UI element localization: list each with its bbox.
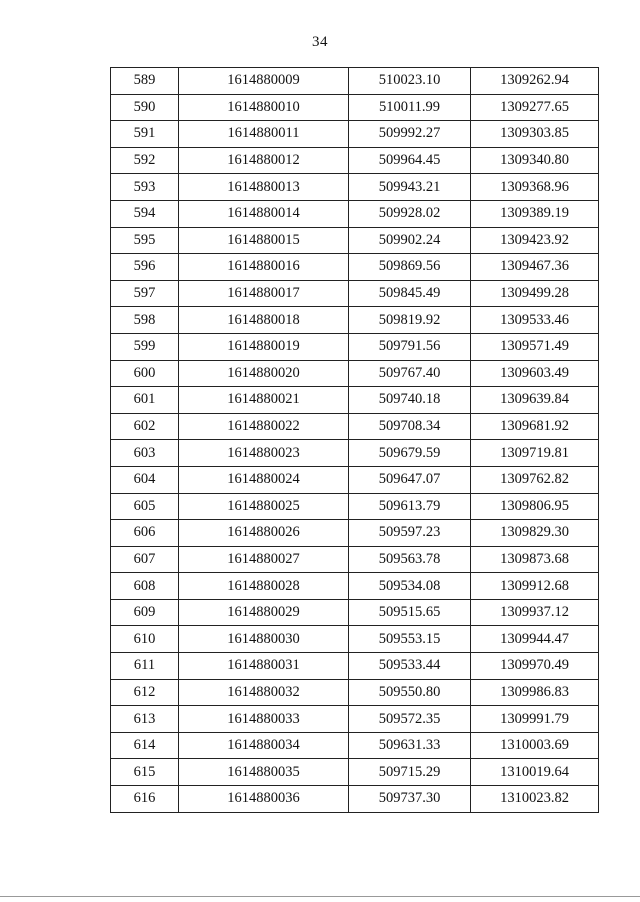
x-coordinate-cell: 510011.99 <box>349 94 471 121</box>
table-row <box>111 573 599 600</box>
table-row <box>111 732 599 759</box>
table-row <box>111 679 599 706</box>
table-row <box>111 360 599 387</box>
x-coordinate-cell: 509647.07 <box>349 466 471 493</box>
point-id-cell: 1614880018 <box>179 307 349 334</box>
point-number-cell: 603 <box>111 440 179 467</box>
point-id-cell: 1614880026 <box>179 520 349 547</box>
point-number-cell: 589 <box>111 68 179 95</box>
point-number-cell: 595 <box>111 227 179 254</box>
y-coordinate-cell: 1309937.12 <box>471 599 599 626</box>
y-coordinate-cell: 1309762.82 <box>471 466 599 493</box>
table-row <box>111 599 599 626</box>
table-row <box>111 333 599 360</box>
x-coordinate-cell: 509845.49 <box>349 280 471 307</box>
y-coordinate-cell: 1309389.19 <box>471 200 599 227</box>
point-number-cell: 606 <box>111 520 179 547</box>
y-coordinate-cell: 1310023.82 <box>471 786 599 813</box>
x-coordinate-cell: 509740.18 <box>349 387 471 414</box>
point-id-cell: 1614880030 <box>179 626 349 653</box>
y-coordinate-cell: 1309806.95 <box>471 493 599 520</box>
x-coordinate-cell: 509902.24 <box>349 227 471 254</box>
table-row <box>111 174 599 201</box>
point-number-cell: 596 <box>111 254 179 281</box>
point-number-cell: 600 <box>111 360 179 387</box>
table-row <box>111 546 599 573</box>
x-coordinate-cell: 509515.65 <box>349 599 471 626</box>
table-row <box>111 121 599 148</box>
y-coordinate-cell: 1309571.49 <box>471 333 599 360</box>
table-row <box>111 759 599 786</box>
point-number-cell: 598 <box>111 307 179 334</box>
point-number-cell: 614 <box>111 732 179 759</box>
point-number-cell: 591 <box>111 121 179 148</box>
point-number-cell: 611 <box>111 653 179 680</box>
point-number-cell: 604 <box>111 466 179 493</box>
x-coordinate-cell: 510023.10 <box>349 68 471 95</box>
x-coordinate-cell: 509869.56 <box>349 254 471 281</box>
x-coordinate-cell: 509791.56 <box>349 333 471 360</box>
point-id-cell: 1614880010 <box>179 94 349 121</box>
y-coordinate-cell: 1309303.85 <box>471 121 599 148</box>
x-coordinate-cell: 509943.21 <box>349 174 471 201</box>
y-coordinate-cell: 1309681.92 <box>471 413 599 440</box>
x-coordinate-cell: 509964.45 <box>349 147 471 174</box>
x-coordinate-cell: 509767.40 <box>349 360 471 387</box>
point-id-cell: 1614880022 <box>179 413 349 440</box>
table-row <box>111 254 599 281</box>
point-id-cell: 1614880027 <box>179 546 349 573</box>
x-coordinate-cell: 509563.78 <box>349 546 471 573</box>
point-id-cell: 1614880035 <box>179 759 349 786</box>
table-row <box>111 94 599 121</box>
table-row <box>111 653 599 680</box>
x-coordinate-cell: 509613.79 <box>349 493 471 520</box>
table-row <box>111 200 599 227</box>
x-coordinate-cell: 509708.34 <box>349 413 471 440</box>
y-coordinate-cell: 1309912.68 <box>471 573 599 600</box>
y-coordinate-cell: 1309499.28 <box>471 280 599 307</box>
point-number-cell: 597 <box>111 280 179 307</box>
point-id-cell: 1614880011 <box>179 121 349 148</box>
coordinates-table-body <box>111 68 599 813</box>
point-id-cell: 1614880012 <box>179 147 349 174</box>
point-id-cell: 1614880031 <box>179 653 349 680</box>
point-number-cell: 607 <box>111 546 179 573</box>
table-row <box>111 466 599 493</box>
point-id-cell: 1614880021 <box>179 387 349 414</box>
table-row <box>111 706 599 733</box>
x-coordinate-cell: 509992.27 <box>349 121 471 148</box>
point-id-cell: 1614880034 <box>179 732 349 759</box>
point-id-cell: 1614880025 <box>179 493 349 520</box>
point-number-cell: 613 <box>111 706 179 733</box>
point-id-cell: 1614880013 <box>179 174 349 201</box>
point-id-cell: 1614880023 <box>179 440 349 467</box>
point-number-cell: 592 <box>111 147 179 174</box>
table-row <box>111 626 599 653</box>
point-number-cell: 590 <box>111 94 179 121</box>
x-coordinate-cell: 509534.08 <box>349 573 471 600</box>
point-id-cell: 1614880019 <box>179 333 349 360</box>
table-row <box>111 68 599 95</box>
page-bottom-rule <box>0 896 640 897</box>
table-row <box>111 493 599 520</box>
y-coordinate-cell: 1309262.94 <box>471 68 599 95</box>
y-coordinate-cell: 1310003.69 <box>471 732 599 759</box>
table-row <box>111 280 599 307</box>
point-id-cell: 1614880033 <box>179 706 349 733</box>
x-coordinate-cell: 509715.29 <box>349 759 471 786</box>
y-coordinate-cell: 1309603.49 <box>471 360 599 387</box>
point-number-cell: 612 <box>111 679 179 706</box>
point-number-cell: 599 <box>111 333 179 360</box>
x-coordinate-cell: 509572.35 <box>349 706 471 733</box>
x-coordinate-cell: 509597.23 <box>349 520 471 547</box>
table-row <box>111 413 599 440</box>
y-coordinate-cell: 1309368.96 <box>471 174 599 201</box>
point-number-cell: 594 <box>111 200 179 227</box>
y-coordinate-cell: 1309533.46 <box>471 307 599 334</box>
x-coordinate-cell: 509631.33 <box>349 732 471 759</box>
y-coordinate-cell: 1309277.65 <box>471 94 599 121</box>
point-number-cell: 593 <box>111 174 179 201</box>
point-id-cell: 1614880020 <box>179 360 349 387</box>
page-number: 34 <box>312 34 328 50</box>
y-coordinate-cell: 1309986.83 <box>471 679 599 706</box>
point-id-cell: 1614880028 <box>179 573 349 600</box>
point-id-cell: 1614880032 <box>179 679 349 706</box>
x-coordinate-cell: 509737.30 <box>349 786 471 813</box>
table-row <box>111 520 599 547</box>
point-number-cell: 616 <box>111 786 179 813</box>
x-coordinate-cell: 509819.92 <box>349 307 471 334</box>
table-row <box>111 307 599 334</box>
point-number-cell: 602 <box>111 413 179 440</box>
y-coordinate-cell: 1309423.92 <box>471 227 599 254</box>
point-number-cell: 610 <box>111 626 179 653</box>
point-id-cell: 1614880024 <box>179 466 349 493</box>
point-number-cell: 609 <box>111 599 179 626</box>
point-id-cell: 1614880015 <box>179 227 349 254</box>
point-number-cell: 615 <box>111 759 179 786</box>
point-number-cell: 601 <box>111 387 179 414</box>
table-row <box>111 227 599 254</box>
coordinates-table <box>110 67 599 813</box>
y-coordinate-cell: 1309944.47 <box>471 626 599 653</box>
y-coordinate-cell: 1309639.84 <box>471 387 599 414</box>
x-coordinate-cell: 509679.59 <box>349 440 471 467</box>
y-coordinate-cell: 1309970.49 <box>471 653 599 680</box>
point-id-cell: 1614880017 <box>179 280 349 307</box>
point-id-cell: 1614880014 <box>179 200 349 227</box>
y-coordinate-cell: 1310019.64 <box>471 759 599 786</box>
point-id-cell: 1614880016 <box>179 254 349 281</box>
x-coordinate-cell: 509550.80 <box>349 679 471 706</box>
point-number-cell: 605 <box>111 493 179 520</box>
table-row <box>111 387 599 414</box>
y-coordinate-cell: 1309340.80 <box>471 147 599 174</box>
y-coordinate-cell: 1309991.79 <box>471 706 599 733</box>
x-coordinate-cell: 509533.44 <box>349 653 471 680</box>
point-id-cell: 1614880009 <box>179 68 349 95</box>
table-row <box>111 786 599 813</box>
point-number-cell: 608 <box>111 573 179 600</box>
y-coordinate-cell: 1309873.68 <box>471 546 599 573</box>
table-row <box>111 147 599 174</box>
point-id-cell: 1614880029 <box>179 599 349 626</box>
point-id-cell: 1614880036 <box>179 786 349 813</box>
y-coordinate-cell: 1309829.30 <box>471 520 599 547</box>
x-coordinate-cell: 509928.02 <box>349 200 471 227</box>
y-coordinate-cell: 1309467.36 <box>471 254 599 281</box>
y-coordinate-cell: 1309719.81 <box>471 440 599 467</box>
table-row <box>111 440 599 467</box>
x-coordinate-cell: 509553.15 <box>349 626 471 653</box>
